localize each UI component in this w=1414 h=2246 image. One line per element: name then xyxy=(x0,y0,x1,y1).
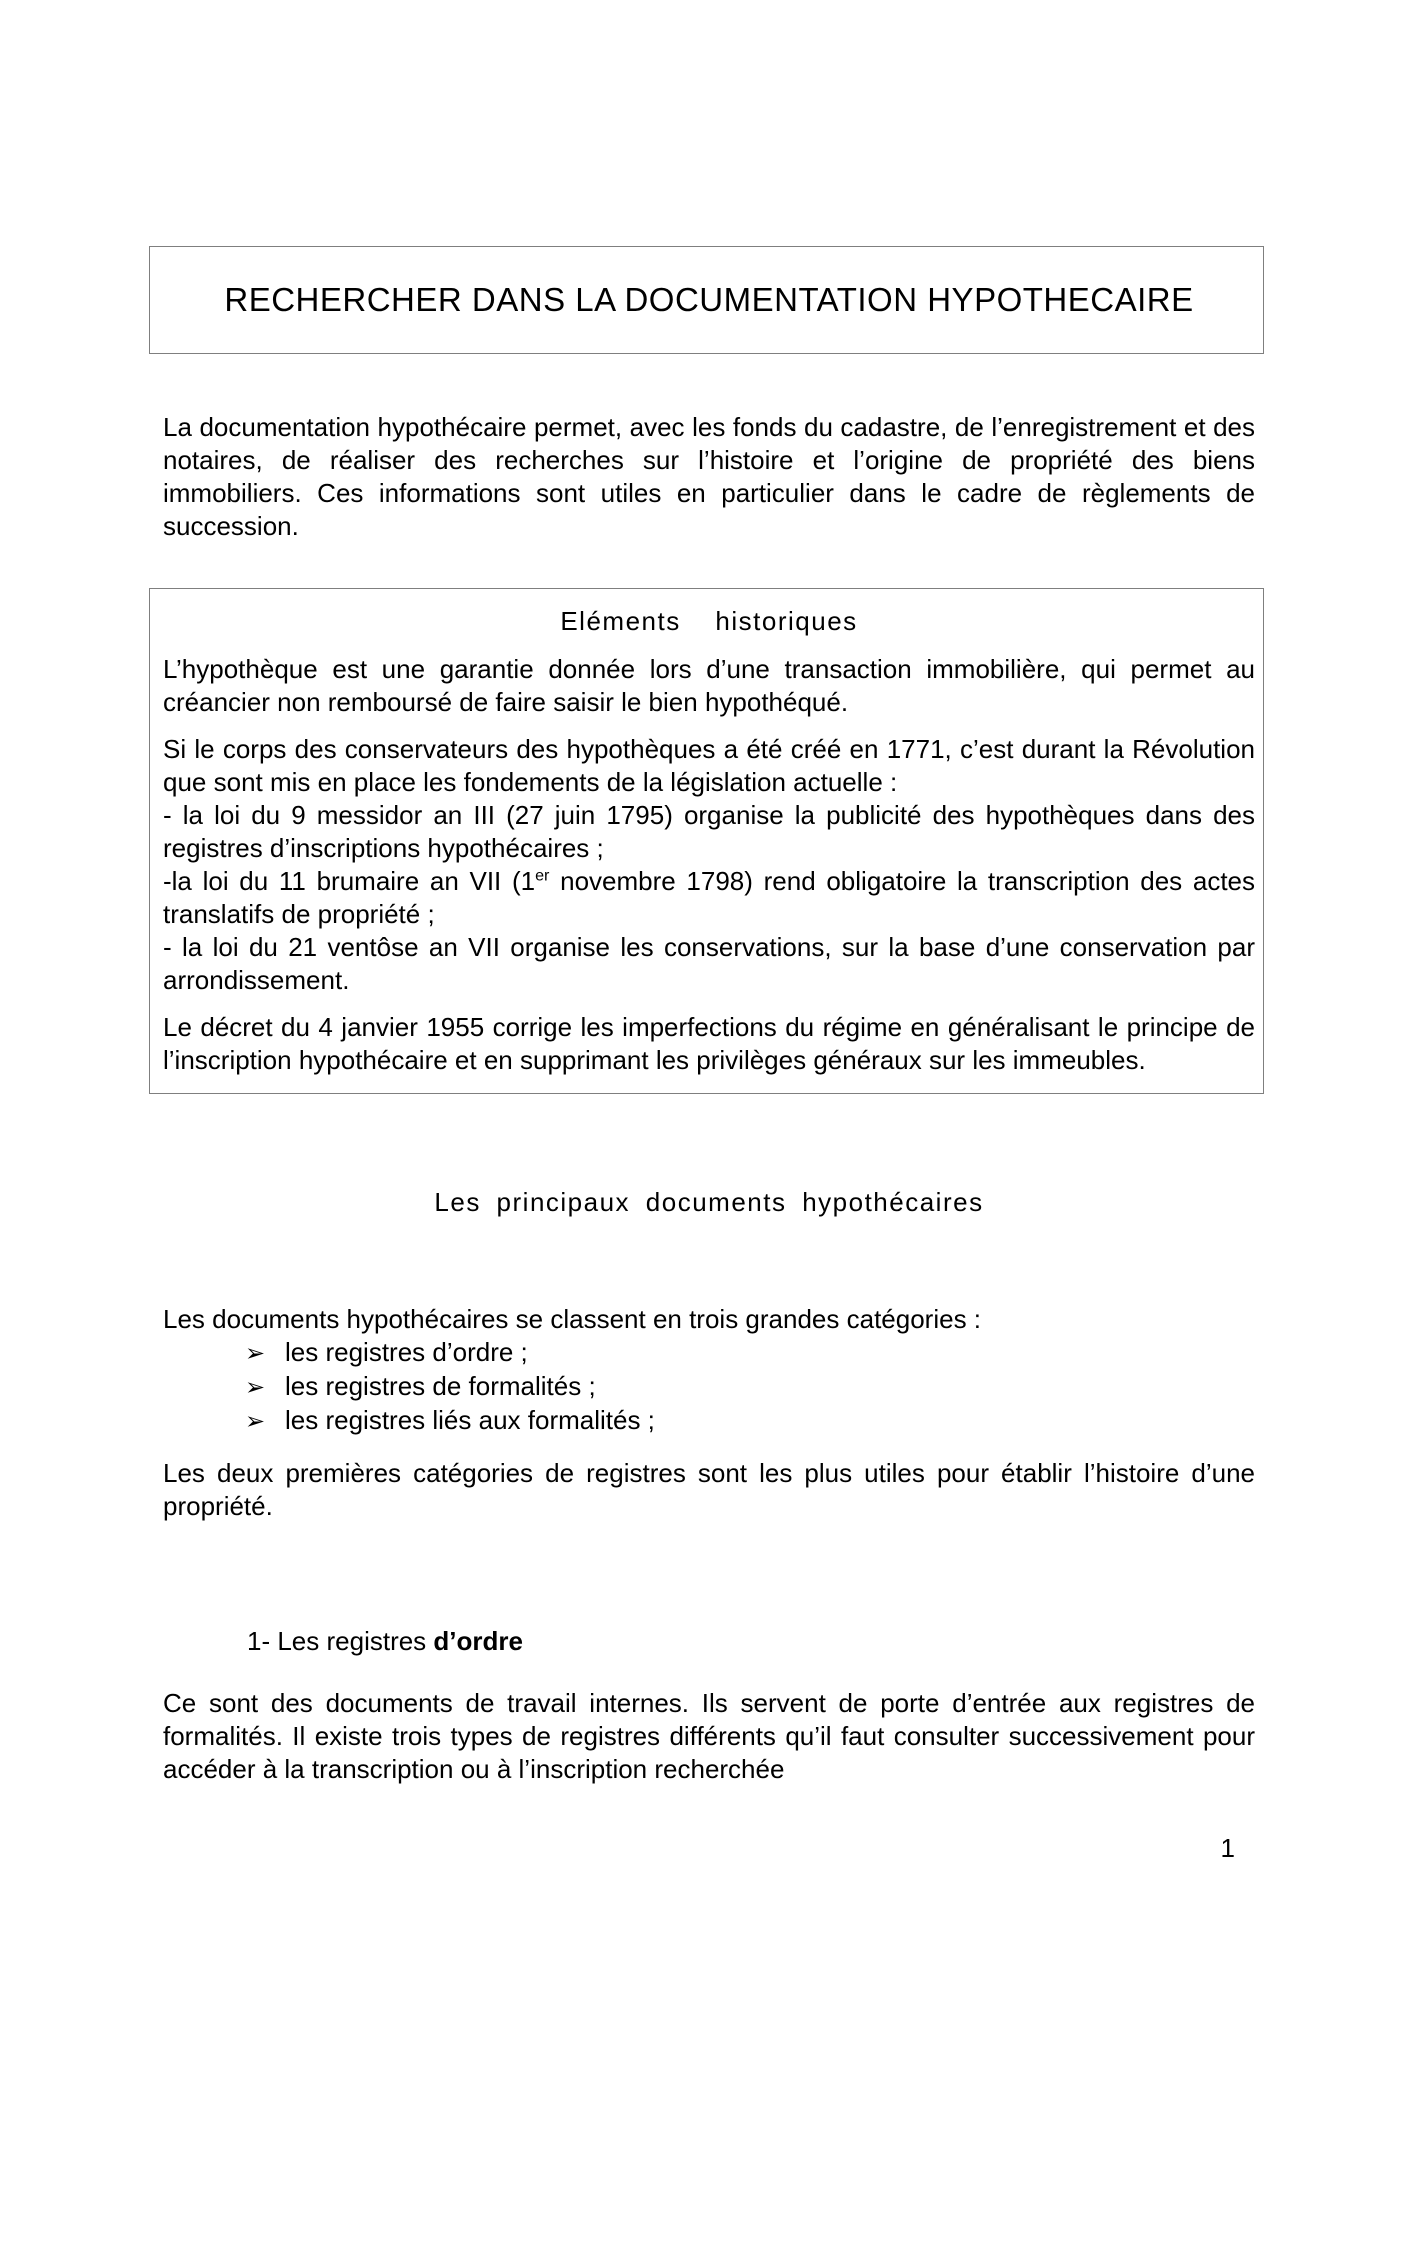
intro-paragraph: La documentation hypothécaire permet, avec les fonds du cadastre, de l’enregistrement et des notaires, de réaliser des recherches sur l’histoire et l’origine de propriété des biens immobiliers. Ces informations sont utiles en particulier dans le cadre de règlements de succession. xyxy=(163,412,1255,541)
page-title: RECHERCHER DANS LA DOCUMENTATION HYPOTHECAIRE xyxy=(224,281,1194,318)
categories-list xyxy=(245,1336,1255,1438)
document-page xyxy=(0,246,1414,2246)
law-ventose-line: - la loi du 21 ventôse an VII organise les conservations, sur la base d’une conservation par arrondissement. xyxy=(163,932,1255,995)
list-item xyxy=(245,1404,1255,1438)
list-item xyxy=(245,1336,1255,1370)
arrowhead-bullet-icon: ➢ xyxy=(245,1374,266,1401)
subsection-heading-prefix: 1- Les registres xyxy=(247,1626,434,1656)
historical-paragraph-3: Le décret du 4 janvier 1955 corrige les imperfections du régime en généralisant le principe de l’inscription hypothécaire et en supprimant les privilèges généraux sur les immeubles. xyxy=(163,1012,1255,1075)
categories-note: Les deux premières catégories de registres sont les plus utiles pour établir l’histoire d’une propriété. xyxy=(163,1458,1255,1521)
ordinal-superscript: er xyxy=(535,866,550,885)
page-content xyxy=(163,246,1255,1865)
page-number: 1 xyxy=(1220,1833,1235,1863)
arrowhead-bullet-icon: ➢ xyxy=(245,1340,266,1367)
historical-paragraph-1: L’hypothèque est une garantie donnée lors d’une transaction immobilière, qui permet au créancier non remboursé de faire saisir le bien hypothéqué. xyxy=(163,654,1255,717)
law-brumaire-post: novembre 1798) rend obligatoire la transcription des actes translatifs de propriété ; xyxy=(163,866,1255,929)
list-item-label: les registres de formalités ; xyxy=(285,1371,596,1401)
subsection-heading-bold: d’ordre xyxy=(433,1626,523,1656)
law-messidor-line: - la loi du 9 messidor an III (27 juin 1795) organise la publicité des hypothèques dans des registres d’inscriptions hypothécaires ; xyxy=(163,800,1255,863)
registres-ordre-paragraph: Ce sont des documents de travail internes. Ils servent de porte d’entrée aux registres de formalités. Il existe trois types de registres différents qu’il faut consulter successivement pour accéder à la transcription ou à l’inscription recherchée xyxy=(163,1688,1255,1784)
law-brumaire-pre: -la loi du 11 brumaire an VII (1 xyxy=(163,866,536,896)
historical-box-heading: Eléments historiques xyxy=(560,606,858,636)
law-brumaire-line xyxy=(163,865,1255,931)
list-item-label: les registres d’ordre ; xyxy=(285,1337,528,1367)
historical-paragraph-2 xyxy=(163,733,1255,997)
list-item-label: les registres liés aux formalités ; xyxy=(285,1405,655,1435)
title-box xyxy=(149,246,1264,354)
arrowhead-bullet-icon: ➢ xyxy=(245,1408,266,1435)
section-heading-principaux-documents: Les principaux documents hypothécaires xyxy=(434,1187,984,1217)
historical-elements-box xyxy=(149,588,1264,1094)
historical-paragraph-2-intro: Si le corps des conservateurs des hypothèques a été créé en 1771, c’est durant la Révolution que sont mis en place les fondements de la législation actuelle : xyxy=(163,734,1255,797)
subsection-heading-registres-ordre xyxy=(247,1625,1255,1658)
list-item xyxy=(245,1370,1255,1404)
categories-intro: Les documents hypothécaires se classent en trois grandes catégories : xyxy=(163,1304,982,1334)
